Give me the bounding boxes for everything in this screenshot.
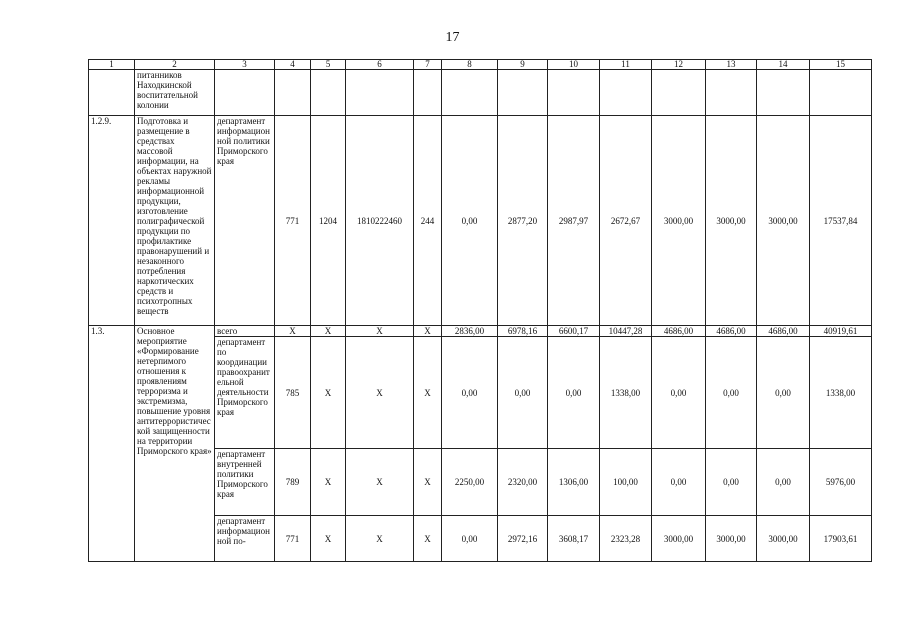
cell: 0,00 (442, 337, 498, 449)
cell: 10447,28 (600, 326, 652, 337)
cell: 0,00 (442, 516, 498, 562)
cell: 1204 (311, 116, 346, 326)
col-header: 2 (135, 60, 215, 70)
cell: 0,00 (652, 337, 706, 449)
cell: 17537,84 (810, 116, 872, 326)
cell: 40919,61 (810, 326, 872, 337)
executor: департамент информационной по- (215, 516, 275, 562)
cell: 6978,16 (498, 326, 548, 337)
cell: X (311, 516, 346, 562)
cell: 3000,00 (652, 116, 706, 326)
cell: X (346, 449, 414, 516)
col-header: 10 (548, 60, 600, 70)
col-header: 13 (706, 60, 757, 70)
table-row (89, 70, 872, 116)
col-header: 14 (757, 60, 810, 70)
cell: 3608,17 (548, 516, 600, 562)
cell: 0,00 (548, 337, 600, 449)
cell: X (414, 337, 442, 449)
cell: X (414, 449, 442, 516)
cell: 2323,28 (600, 516, 652, 562)
col-header: 15 (810, 60, 872, 70)
executor: департамент информационной политики Приморского края (215, 116, 275, 326)
cell: X (346, 337, 414, 449)
cell: X (414, 516, 442, 562)
cell: 0,00 (706, 337, 757, 449)
cell: X (311, 326, 346, 337)
cell: 4686,00 (757, 326, 810, 337)
cell: 3000,00 (706, 516, 757, 562)
cell: 17903,61 (810, 516, 872, 562)
col-header: 5 (311, 60, 346, 70)
cell: 3000,00 (757, 516, 810, 562)
col-header: 12 (652, 60, 706, 70)
executor: всего (215, 326, 275, 337)
cell: 0,00 (757, 337, 810, 449)
cell: X (311, 449, 346, 516)
cell: 2320,00 (498, 449, 548, 516)
row-number: 1.3. (89, 326, 135, 562)
cell: 6600,17 (548, 326, 600, 337)
cell: 785 (275, 337, 311, 449)
cell: 3000,00 (757, 116, 810, 326)
cell: 0,00 (757, 449, 810, 516)
cell: 771 (275, 116, 311, 326)
cell: 2836,00 (442, 326, 498, 337)
table-row (89, 116, 872, 326)
cell: 2972,16 (498, 516, 548, 562)
cell: X (311, 337, 346, 449)
executor: департамент внутренней политики Приморского края (215, 449, 275, 516)
col-header: 6 (346, 60, 414, 70)
col-header: 1 (89, 60, 135, 70)
col-header: 8 (442, 60, 498, 70)
cell: 3000,00 (706, 116, 757, 326)
row-number: 1.2.9. (89, 116, 135, 326)
cell: 2672,67 (600, 116, 652, 326)
cell: 789 (275, 449, 311, 516)
cell: 1306,00 (548, 449, 600, 516)
program-table (88, 59, 872, 562)
cell: X (346, 516, 414, 562)
row-name: Подготовка и размещение в средствах массовой информации, на объектах наружной рекламы информационной продукции, изготовление полиграфической продукции по профилактике правонарушений и незаконного потребления наркотических средств и психотропных веществ (135, 116, 215, 326)
cell: 0,00 (498, 337, 548, 449)
row-name: Основное мероприятие «Формирование нетерпимого отношения к проявлениям терроризма и экстремизма, повышение уровня антитеррористической защищенности на территории Приморского края» (135, 326, 215, 562)
page-number: 17 (445, 30, 460, 45)
cell: X (414, 326, 442, 337)
cell: 4686,00 (706, 326, 757, 337)
cell: 100,00 (600, 449, 652, 516)
col-header: 7 (414, 60, 442, 70)
cell: 4686,00 (652, 326, 706, 337)
table-row (89, 326, 872, 337)
row-name: питанников Находкинской воспитательной колонии (135, 70, 215, 116)
cell: X (346, 326, 414, 337)
column-number-header (89, 60, 872, 70)
cell: 0,00 (442, 116, 498, 326)
cell: 244 (414, 116, 442, 326)
cell: 3000,00 (652, 516, 706, 562)
cell: 1338,00 (810, 337, 872, 449)
cell: 2877,20 (498, 116, 548, 326)
col-header: 4 (275, 60, 311, 70)
cell: 0,00 (652, 449, 706, 516)
col-header: 11 (600, 60, 652, 70)
executor: департамент по координации правоохранительной деятельности Приморского края (215, 337, 275, 449)
cell: 2250,00 (442, 449, 498, 516)
col-header: 3 (215, 60, 275, 70)
cell: 5976,00 (810, 449, 872, 516)
cell: 1810222460 (346, 116, 414, 326)
col-header: 9 (498, 60, 548, 70)
cell: 1338,00 (600, 337, 652, 449)
cell: 771 (275, 516, 311, 562)
cell: 0,00 (706, 449, 757, 516)
cell: X (275, 326, 311, 337)
cell: 2987,97 (548, 116, 600, 326)
